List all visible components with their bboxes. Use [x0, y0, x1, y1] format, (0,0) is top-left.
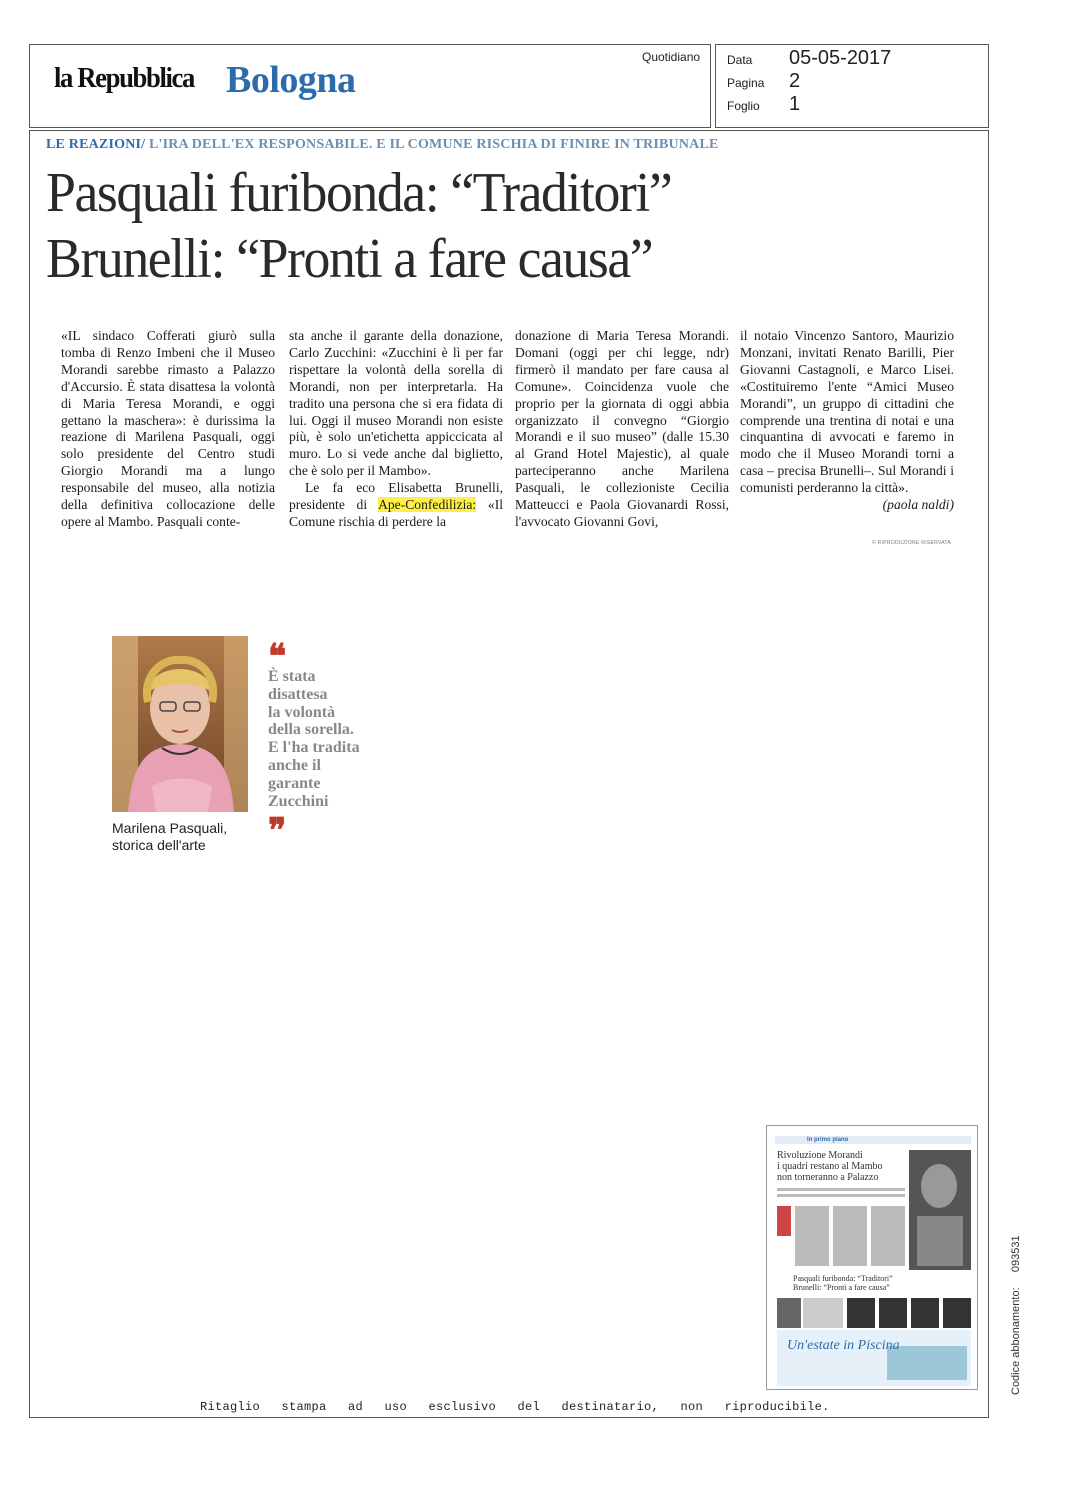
body-column-4 [740, 328, 954, 514]
pull-quote-line: È stata [268, 668, 316, 685]
caption-line-2: storica dell'arte [112, 837, 206, 853]
subscription-code-label: Codice abbonamento: [1010, 1287, 1022, 1395]
newspaper-logo: la Repubblica [54, 62, 194, 94]
kicker [46, 137, 719, 153]
portrait-image [112, 636, 248, 812]
footer-notice: Ritaglio stampa ad uso esclusivo del destinatario, non riproducibile. [200, 1400, 830, 1414]
foglio-label: Foglio [727, 99, 760, 113]
highlighted-text: Ape-Confedilizia: [378, 497, 477, 513]
body-text [289, 480, 503, 531]
thumb-subheadline-line: Pasquali furibonda: “Traditori” [793, 1274, 893, 1283]
headline [46, 160, 929, 292]
author-signature: (paola naldi) [882, 497, 954, 513]
body-text: il notaio Vincenzo Santoro, Maurizio Monzani, invitati Renato Barilli, Pier Giovanni Castagnoli, e Marco Lisei. «Costituiremo l'ente “Amici Museo Morandi”, un gruppo di cittadini che comprende una trentina di notai e una cinquantina di avvocati e faremo in modo che il Museo Morandi torni a casa – precisa Brunelli–. Sul Morandi i comunisti perderanno la città». [740, 328, 954, 496]
portrait-photo [112, 636, 248, 812]
body-column-1 [61, 328, 275, 531]
body-text: «IL sindaco Cofferati giurò sulla tomba di Renzo Imbeni che il Museo Morandi sarebbe rimasto a Palazzo d'Accursio. È stata disattesa la volontà di Maria Teresa Morandi, e oggi gettano la maschera»: è durissima la reazione di Marilena Pasquali, oggi solo presidente del Centro studi Giorgio Morandi ma a lungo responsabile del museo, alla notizia della definitiva collocazione delle opere al Mambo. Pasquali conte- [61, 328, 275, 529]
thumb-subheadline [793, 1274, 893, 1292]
open-quote-icon: ❝ [268, 639, 287, 676]
publication-type: Quotidiano [642, 50, 701, 64]
thumb-headline-line: non torneranno a Palazzo [777, 1172, 879, 1183]
close-quote-icon: ❞ [268, 813, 287, 850]
pull-quote-line: E l'ha tradita [268, 739, 360, 757]
edition-logo: Bologna [226, 59, 356, 101]
body-text-part: Le fa eco Elisabetta Brunelli, presidente di [289, 480, 503, 513]
pagina-value: 2 [789, 70, 801, 92]
headline-line-1: Pasquali furibonda: “Traditori” [46, 162, 672, 224]
kicker-text: L'IRA DELL'EX RESPONSABILE. E IL COMUNE RISCHIA DI FINIRE IN TRIBUNALE [145, 137, 719, 152]
thumb-header: In primo piano [807, 1137, 849, 1143]
thumb-ad-text: Un'estate in Piscina [787, 1338, 900, 1353]
body-text-part: «Il Comune rischia di perdere la [289, 497, 504, 529]
pull-quote [268, 668, 438, 810]
kicker-section: LE REAZIONI/ [46, 137, 146, 152]
body-text: sta anche il garante della donazione, Carlo Zucchini: «Zucchini è lì per far rispettare la volontà della sorella di Morandi, non per interpretarla. Ha tradito una persona che si era fidata di lui. Oggi il museo Morandi non esiste più, è solo un'etichetta appiccicata al muro. Lo si vede anche dal biglietto, che è solo per il Mambo». [289, 328, 503, 479]
thumb-headline-line: i quadri restano al Mambo [777, 1161, 883, 1172]
body-column-2 [289, 328, 503, 531]
photo-caption [112, 820, 227, 854]
headline-line-2: Brunelli: “Pronti a fare causa” [46, 228, 653, 290]
data-value: 05-05-2017 [789, 47, 892, 69]
page-thumbnail [766, 1125, 978, 1390]
thumb-subheadline-line: Brunelli: “Pronti a fare causa” [793, 1283, 890, 1292]
pull-quote-line: garante [268, 774, 321, 792]
pull-quote-line: Zucchini [268, 792, 329, 810]
caption-line-1: Marilena Pasquali, [112, 820, 228, 836]
foglio-value: 1 [789, 93, 801, 115]
subscription-code-value: 093531 [1010, 1235, 1022, 1273]
pull-quote-line: anche il [268, 756, 321, 774]
copyright-credit: © RIPRODUZIONE RISERVATA [872, 540, 952, 546]
pull-quote-line: la volontà [268, 703, 336, 721]
data-label: Data [727, 53, 753, 67]
thumb-headline-line: Rivoluzione Morandi [777, 1150, 863, 1161]
subscription-code [1010, 1235, 1022, 1395]
pull-quote-line: della sorella. [268, 721, 354, 739]
body-column-3 [515, 328, 729, 531]
pull-quote-line: disattesa [268, 685, 328, 703]
pagina-label: Pagina [727, 76, 765, 90]
body-text: donazione di Maria Teresa Morandi. Domani (oggi per chi legge, ndr) firmerò il mandato per fare causa al Comune». Coincidenza vuole che proprio per la giornata di oggi abbia organizzato il convegno “Giorgio Morandi e il suo museo” (dalle 15.30 al Grand Hotel Majestic), al quale parteciperanno anche Marilena Pasquali, le collezioniste Cecilia Matteucci e Paola Giovanardi Rossi, l'avvocato Giovanni Govi, [515, 328, 729, 529]
